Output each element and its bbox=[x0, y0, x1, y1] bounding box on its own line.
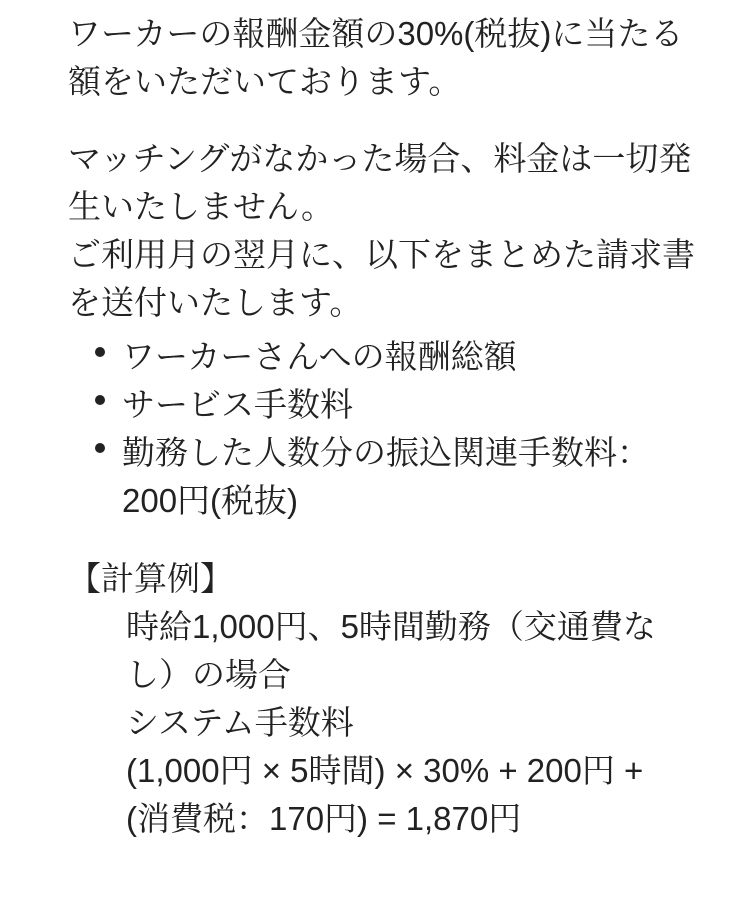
text-line: ワーカーの報酬金額の30%(税抜)に当たる bbox=[68, 15, 684, 52]
list-item-label: 勤務した人数分の振込関連手数料： bbox=[122, 434, 650, 471]
text-line: ご利用月の翌月に、以下をまとめた請求書 bbox=[68, 236, 695, 273]
calculation-example-heading: 【計算例】 bbox=[68, 560, 233, 597]
invoice-items-list bbox=[68, 333, 730, 525]
text-line: システム手数料 bbox=[126, 704, 354, 741]
paragraph-matching-and-invoice bbox=[68, 135, 730, 327]
calculation-example-body bbox=[68, 603, 730, 843]
list-item-label-wrap: 200円(税抜) bbox=[122, 482, 299, 519]
text-line: を送付いたします。 bbox=[68, 284, 363, 321]
paragraph-service-fee bbox=[68, 10, 730, 106]
text-line: (消費税：170円) = 1,870円 bbox=[126, 800, 522, 837]
calculation-example-section bbox=[68, 555, 730, 843]
list-item-service-fee bbox=[122, 381, 730, 429]
list-item-label: ワーカーさんへの報酬総額 bbox=[122, 338, 517, 375]
text-line: 生いたしません。 bbox=[68, 188, 334, 225]
list-item-transfer-fee bbox=[122, 429, 730, 525]
text-line: 時給1,000円、5時間勤務（交通費な bbox=[126, 608, 656, 645]
list-item-label: サービス手数料 bbox=[122, 386, 353, 423]
text-line: 額をいただいております。 bbox=[68, 63, 462, 100]
list-item-worker-total bbox=[122, 333, 730, 381]
text-line: し）の場合 bbox=[126, 656, 291, 693]
text-line: (1,000円 × 5時間) × 30% + 200円 + bbox=[126, 752, 644, 789]
text-line: マッチングがなかった場合、料金は一切発 bbox=[68, 140, 692, 177]
